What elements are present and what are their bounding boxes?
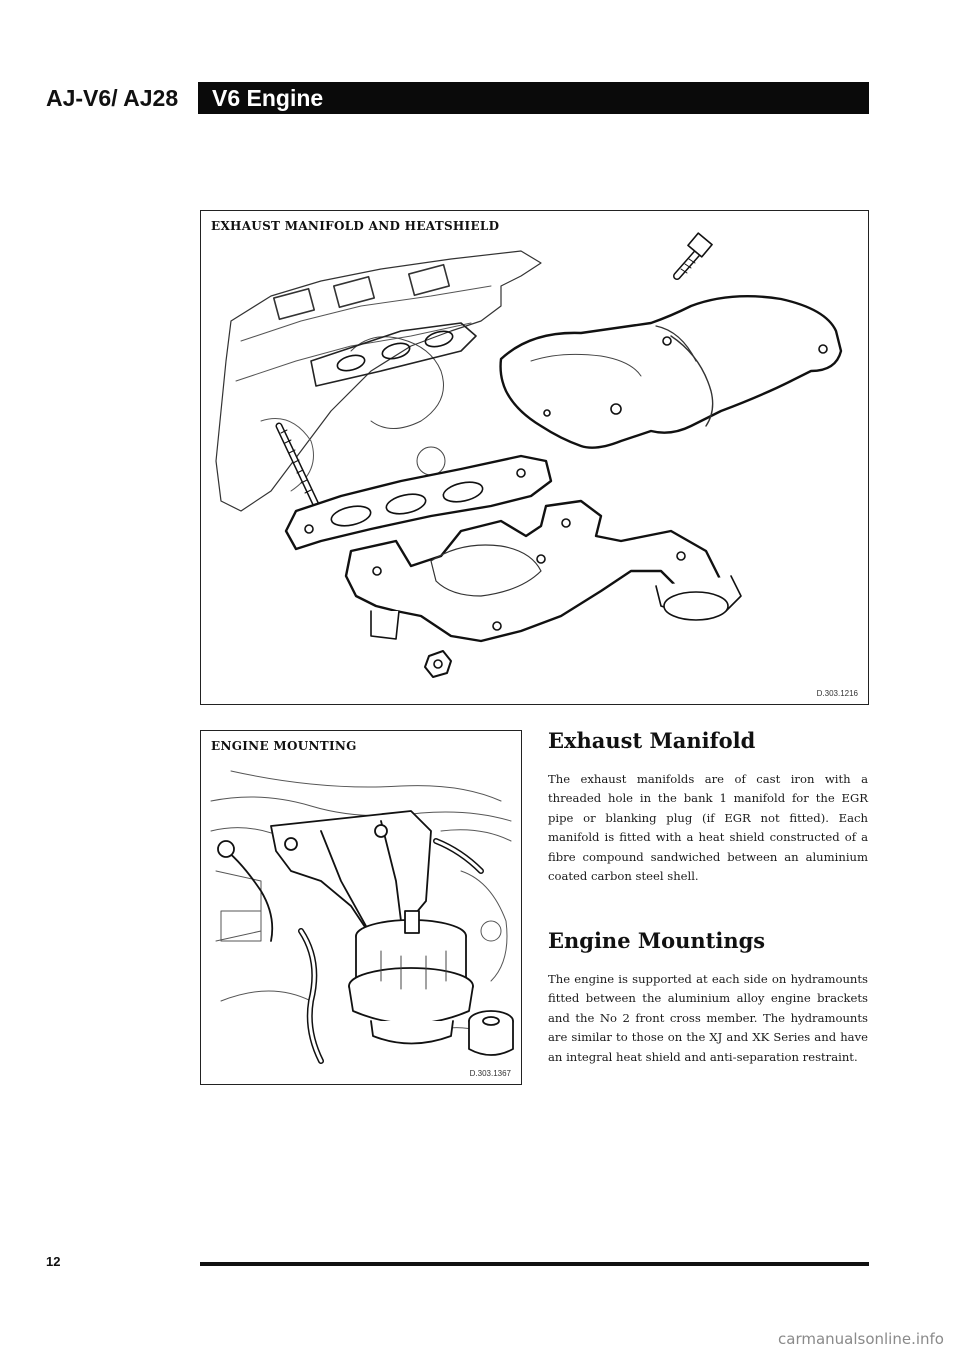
spacer-drawing <box>469 1011 513 1055</box>
mounting-figure-ref: D.303.1367 <box>469 1069 511 1078</box>
engine-mountings-heading: Engine Mountings <box>548 928 766 953</box>
engine-mounting-figure <box>200 730 522 1085</box>
head-gasket-drawing <box>311 323 476 386</box>
exhaust-manifold-heading: Exhaust Manifold <box>548 728 756 753</box>
mounting-figure-title: ENGINE MOUNTING <box>211 739 357 753</box>
nut-drawing <box>425 651 451 677</box>
bolt-drawing <box>677 233 712 276</box>
exhaust-manifold-figure <box>200 210 869 705</box>
exhaust-figure-title: EXHAUST MANIFOLD AND HEATSHIELD <box>211 219 500 233</box>
exhaust-manifold-illustration <box>201 211 869 705</box>
exhaust-figure-ref: D.303.1216 <box>816 689 858 698</box>
model-title: AJ-V6/ AJ28 <box>46 85 179 111</box>
section-title-bar <box>198 82 869 114</box>
stud-drawing <box>279 426 319 511</box>
engine-mounting-illustration <box>201 731 522 1085</box>
engine-mountings-body: The engine is supported at each side on hydramounts fitted between the aluminium alloy engine brackets and the No 2 front cross member. The hydramounts are similar to those on the XJ and XK Series and have an integral heat shield and anti-separation restraint. <box>548 972 868 1064</box>
page-number: 12 <box>46 1254 61 1269</box>
hydramount-drawing <box>349 911 473 1044</box>
exhaust-manifold-body: The exhaust manifolds are of cast iron with a threaded hole in the bank 1 manifold for the EGR pipe or blanking plug (if EGR not fitted). Each manifold is fitted with a heat shield constructed of a fibre compound sandwiched between an aluminium coated carbon steel shell. <box>548 772 868 884</box>
footer-rule <box>200 1262 869 1266</box>
section-title: V6 Engine <box>212 85 324 111</box>
heat-shield-drawing <box>501 296 841 447</box>
watermark: carmanualsonline.info <box>778 1330 944 1348</box>
